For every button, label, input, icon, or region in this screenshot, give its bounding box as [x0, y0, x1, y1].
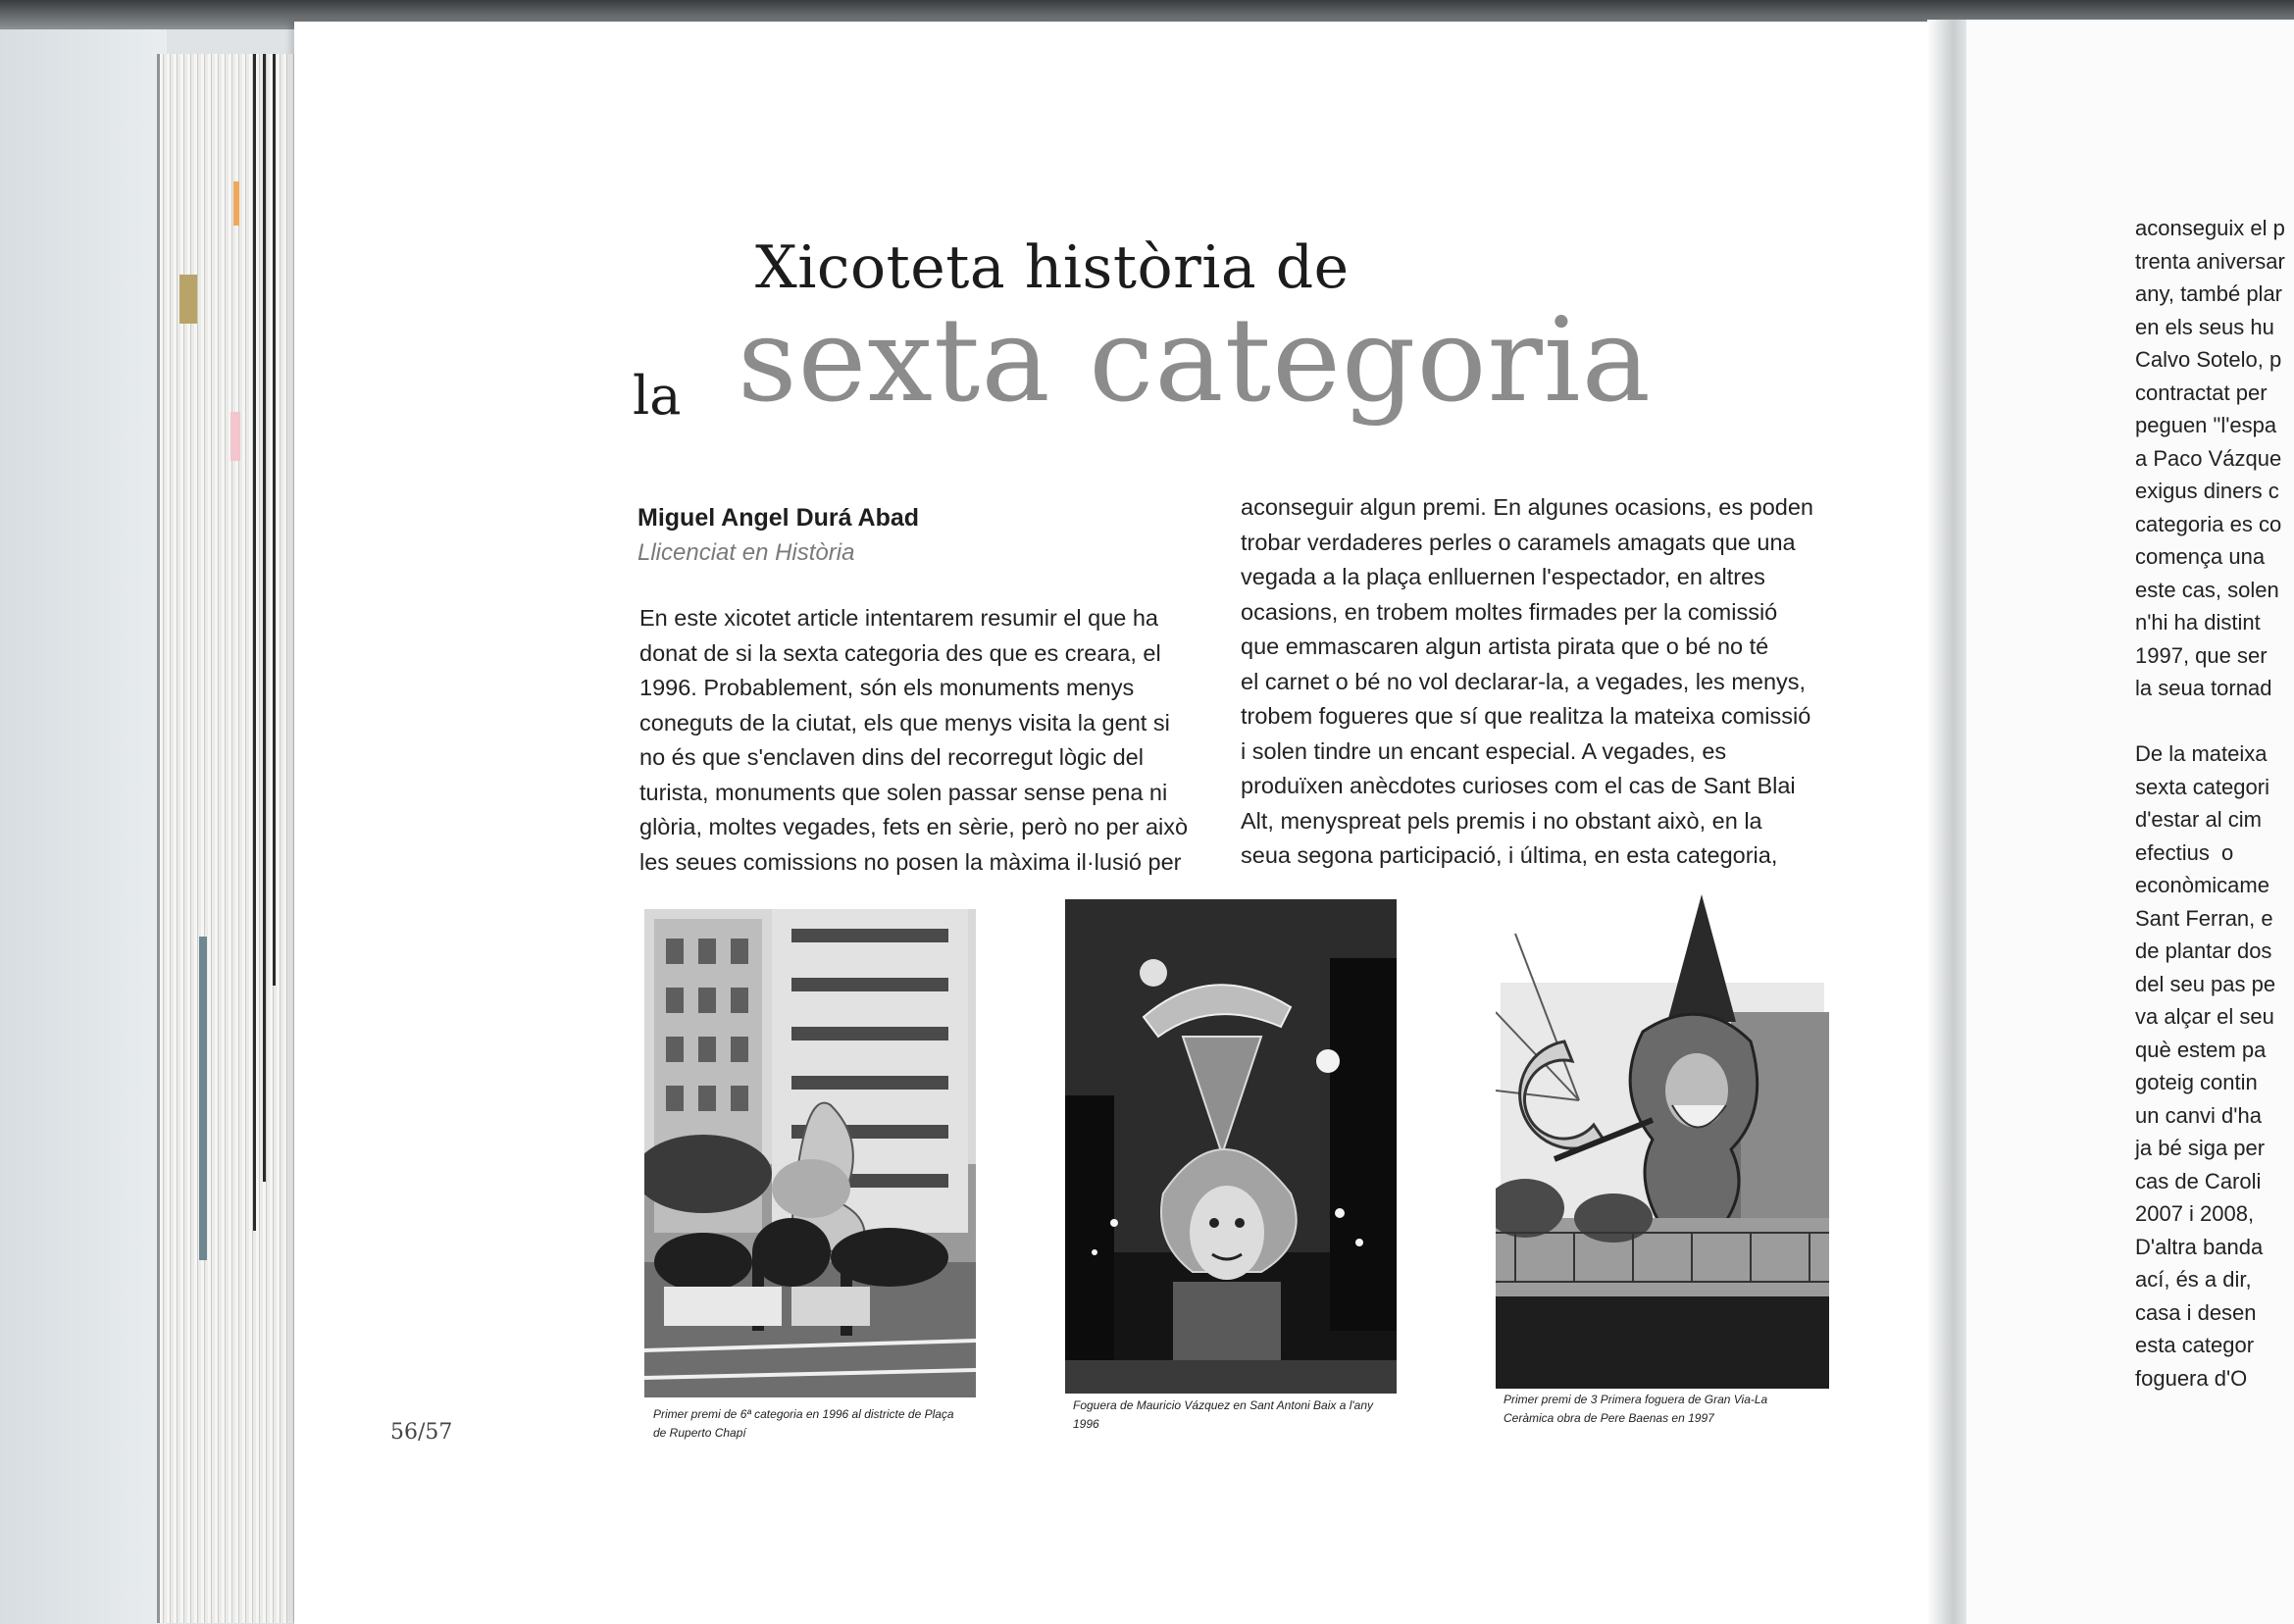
right-page-line: comença una: [2135, 544, 2266, 569]
caption-line: Foguera de Mauricio Vázquez en Sant Antoni Baix a l'any: [1073, 1398, 1374, 1412]
right-page-line: este cas, solen: [2135, 577, 2279, 602]
page-edge-line: [263, 54, 266, 1182]
photo-caption-1: [653, 1405, 954, 1443]
right-page-line: sexta categori: [2135, 774, 2269, 799]
photo-plaza-ruperto-chapi: [644, 909, 976, 1397]
text-line: i solen tindre un encant especial. A vegades, es: [1241, 737, 1727, 764]
right-page-text: [2135, 212, 2294, 1395]
text-line: seua segona participació, i última, en esta categoria,: [1241, 842, 1778, 868]
text-line: donat de si la sexta categoria des que es creara, el: [639, 639, 1161, 666]
page-tab-orange: [233, 181, 239, 226]
right-page-line: categoria es co: [2135, 511, 2282, 536]
text-column-1: [639, 601, 1202, 880]
text-line: turista, monuments que solen passar sense pena ni: [639, 779, 1168, 805]
right-page-line: un canvi d'ha: [2135, 1102, 2262, 1128]
right-page-line: goteig contin: [2135, 1070, 2258, 1094]
text-line: no és que s'enclaven dins del recorregut lògic del: [639, 744, 1144, 770]
text-line: coneguts de la ciutat, els que menys visita la gent si: [639, 709, 1170, 736]
photo-sant-antoni-baix: [1065, 899, 1397, 1394]
title-line-2: sexta categoria: [738, 292, 1652, 428]
text-line: el carnet o bé no vol declarar-la, a vegades, les menys,: [1241, 668, 1807, 694]
right-page-line: foguera d'O: [2135, 1365, 2248, 1391]
photo-caption-2: [1073, 1396, 1373, 1434]
book-gutter: [1927, 20, 1971, 1624]
scan-background: [0, 29, 167, 1624]
right-page-line: què estem pa: [2135, 1037, 2267, 1062]
right-page-line: exigus diners c: [2135, 479, 2279, 503]
text-line: 1996. Probablement, són els monuments menys: [639, 675, 1135, 700]
right-page-line: de plantar dos: [2135, 939, 2272, 963]
photo-wizard-foguera-image: [1496, 894, 1829, 1389]
page-tab-photo: [199, 937, 207, 1260]
page-tab-gold: [179, 275, 197, 324]
right-page-line: any, també plar: [2135, 281, 2283, 306]
right-page-line: ací, és a dir,: [2135, 1267, 2252, 1292]
text-line: que emmascaren algun artista pirata que o bé no té: [1241, 634, 1769, 659]
text-line: les seues comissions no posen la màxima il·lusió per: [639, 848, 1182, 875]
right-page-line: n'hi ha distint: [2135, 610, 2261, 634]
right-page-line: aconseguix el p: [2135, 216, 2285, 240]
right-page-line: a Paco Vázque: [2135, 445, 2282, 471]
right-page-line: esta categor: [2135, 1333, 2255, 1357]
caption-line: Ceràmica obra de Pere Baenas en 1997: [1504, 1411, 1714, 1425]
right-page-line: cas de Caroli: [2135, 1168, 2262, 1193]
right-page-line: 2007 i 2008,: [2135, 1201, 2255, 1226]
text-line: trobar verdaderes perles o caramels amagats que una: [1241, 529, 1796, 555]
right-page-line: en els seus hu: [2135, 314, 2274, 339]
right-page-line: [2135, 705, 2294, 738]
page-tab-pink: [230, 412, 240, 461]
text-line: ocasions, en trobem moltes firmades per la comissió: [1241, 598, 1778, 625]
text-line: trobem fogueres que sí que realitza la mateixa comissió: [1241, 703, 1811, 729]
right-page-line: peguen "l'espa: [2135, 413, 2277, 437]
caption-line: de Ruperto Chapí: [653, 1426, 746, 1440]
right-page-line: trenta aniversar: [2135, 248, 2285, 274]
right-page-line: ja bé siga per: [2135, 1136, 2266, 1160]
photo-caption-3: [1504, 1391, 1767, 1428]
right-page-line: De la mateixa: [2135, 741, 2268, 766]
caption-line: Primer premi de 6ª categoria en 1996 al districte de Plaça: [653, 1407, 954, 1421]
caption-line: 1996: [1073, 1417, 1099, 1431]
right-page-line: D'altra banda: [2135, 1234, 2264, 1259]
text-line: vegada a la plaça enlluernen l'espectador, en altres: [1241, 564, 1765, 589]
text-line: En este xicotet article intentarem resumir el que ha: [639, 605, 1159, 631]
author-name: Miguel Angel Durá Abad: [637, 504, 920, 532]
author-role: Llicenciat en Història: [637, 539, 855, 566]
right-page-line: contractat per: [2135, 380, 2268, 405]
text-line: glòria, moltes vegades, fets en sèrie, però no per això: [639, 814, 1189, 839]
photo-night-foguera-image: [1065, 899, 1397, 1394]
page-number: 56/57: [390, 1420, 453, 1445]
right-page-line: 1997, que ser: [2135, 642, 2268, 668]
right-page-line: casa i desen: [2135, 1299, 2257, 1325]
right-page-line: del seu pas pe: [2135, 971, 2276, 996]
right-page: [1966, 20, 2294, 1624]
right-page-line: Calvo Sotelo, p: [2135, 347, 2282, 372]
title-line-1: Xicoteta història de: [755, 233, 1350, 302]
caption-line: Primer premi de 3 Primera foguera de Gran Via-La: [1504, 1393, 1768, 1406]
text-line: produïxen anècdotes curioses com el cas de Sant Blai: [1241, 773, 1796, 798]
right-page-line: la seua tornad: [2135, 676, 2272, 700]
right-page-line: econòmicame: [2135, 873, 2269, 897]
title-article: la: [633, 365, 682, 427]
text-line: Alt, menyspreat pels premis i no obstant això, en la: [1241, 807, 1762, 834]
photo-gran-via-la-ceramica: [1496, 894, 1829, 1389]
photo-street-image: [644, 909, 976, 1397]
right-page-line: efectius o: [2135, 839, 2234, 865]
right-page-line: d'estar al cim: [2135, 807, 2262, 832]
text-line: aconseguir algun premi. En algunes ocasions, es poden: [1241, 494, 1813, 520]
text-column-2: [1241, 490, 1813, 874]
right-page-line: va alçar el seu: [2135, 1004, 2274, 1029]
page-edge-line: [253, 54, 256, 1231]
right-page-line: Sant Ferran, e: [2135, 905, 2273, 931]
page-edge-line: [273, 54, 276, 986]
